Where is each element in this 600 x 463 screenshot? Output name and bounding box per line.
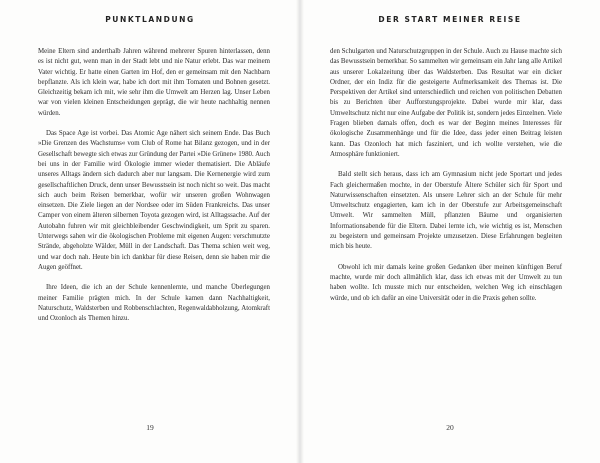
running-header-right: DER START MEINER REISE: [378, 15, 522, 24]
body-text-right: [330, 47, 562, 304]
paragraph: Bald stellt sich heraus, dass ich am Gymnasium nicht jede Sportart und jedes Fach gleichermaßen mochte, in der Oberstufe Ältere Schüler sich für Sport und Naturwissenschaften einsetzten. Als unsere Lehrer sich an der Schule für mehr Umweltschutz engagierten, kam ich in der Oberstufe zur Arbeitsgemeinschaft Umwelt. Wir sammelten Müll, pflanzten Bäume und organisierten Informationsabende für die Eltern. Dabei lernte ich, wie wichtig es ist, Menschen zu begeistern und gemeinsam Projekte umzusetzen. Diese Erfahrungen begleiten mich bis heute.: [330, 171, 562, 251]
body-text-left: [38, 47, 270, 324]
paragraph: Das Space Age ist vorbei. Das Atomic Age nähert sich seinem Ende. Das Buch »Die Grenzen des Wachstums« vom Club of Rome hat Bilanz gezogen, und in der Gesellschaft bewegte sich etwas zur Gründung der Partei »Die Grünen« 1980. Auch bei uns in der Familie wird Ökologie immer wieder thematisiert. Die Abläufe unseres Alltags ändern sich dadurch aber nur langsam. Die Kernenergie wird zum gesellschaftlichen Druck, denn unser Bewusstsein ist noch nicht so weit. Das macht sich auch beim Reisen bemerkbar, wofür wir unseren großen Wohnwagen einsetzen. Die Ziele liegen an der Nordsee oder im Süden Frankreichs. Das unser Camper von einem älteren silbernen Toyota gezogen wird, ist Alltagssache. Auf der Autobahn fuhren wir mit gleichbleibender Geschwindigkeit, um Sprit zu sparen. Unterwegs sahen wir die ökologischen Probleme mit eigenen Augen: verschmutzte Strände, abgeholzte Wälder, Müll in der Landschaft. Das Thema schien weit weg, und war doch nah. Heute bin ich dankbar für diese Reisen, denn sie haben mir die Augen geöffnet.: [38, 130, 270, 271]
right-page: [300, 0, 600, 463]
paragraph: Meine Eltern sind anderthalb Jahren während mehrerer Spuren hinterlassen, denn es ist nicht gut, wenn man in der Stadt lebt und nie Natur erlebt. Das war meinem Vater wichtig. Er hatte einen Garten im Hof, den er gemeinsam mit den Nachbarn bepflanzte. Als ich klein war, habe ich dort mit ihm Tomaten und Bohnen gesetzt. Gleichzeitig bekam ich mit, wie sehr ihm die Umwelt am Herzen lag. Unser Leben war von vielen kleinen Entscheidungen geprägt, die wir heute nachhaltig nennen würden.: [38, 48, 270, 117]
paragraph: Obwohl ich mir damals keine großen Gedanken über meinen künftigen Beruf machte, wurde mir doch allmählich klar, dass ich etwas mit der Umwelt zu tun haben wollte. Ich musste mich nur entscheiden, welchen Weg ich einschlagen würde, und ob ich dafür an eine Universität oder in die Praxis gehen sollte.: [330, 263, 562, 302]
paragraph: Ihre Ideen, die ich an der Schule kennenlernte, und manche Überlegungen meiner Familie prägten mich. In der Schule kamen dann Nachhaltigkeit, Naturschutz, Waldsterben und Robbenschlachten, Regenwaldabholzung, Atomkraft und Ozonloch als Themen hinzu.: [38, 284, 270, 323]
paragraph: den Schulgarten und Naturschutzgruppen in der Schule. Auch zu Hause machte sich das Bewusstsein bemerkbar. So sammelten wir gemeinsam ein Jahr lang alle Artikel aus unserer Lokalzeitung über das Waldsterben. Das Resultat war ein dicker Ordner, der ein Indiz für die gesteigerte Aufmerksamkeit des Themas ist. Die Perspektiven der Artikel sind unterschiedlich und reichen von politischen Debatten bis zu Berichten über Aufforstungsprojekte. Dabei wurde mir klar, dass Umweltschutz nicht nur eine Aufgabe der Politik ist, sondern jedes Einzelnen. Viele Fragen blieben damals offen, doch es war der Beginn meines Interesses für ökologische Zusammenhänge und für die Idee, dass jeder einen Beitrag leisten kann. Das Ozonloch hat mich fasziniert, und ich wollte verstehen, wie die Atmosphäre funktioniert.: [330, 48, 562, 158]
running-header-left: PUNKTLANDUNG: [105, 15, 195, 24]
page-number-left: 19: [146, 423, 154, 432]
page-number-right: 20: [446, 423, 454, 432]
